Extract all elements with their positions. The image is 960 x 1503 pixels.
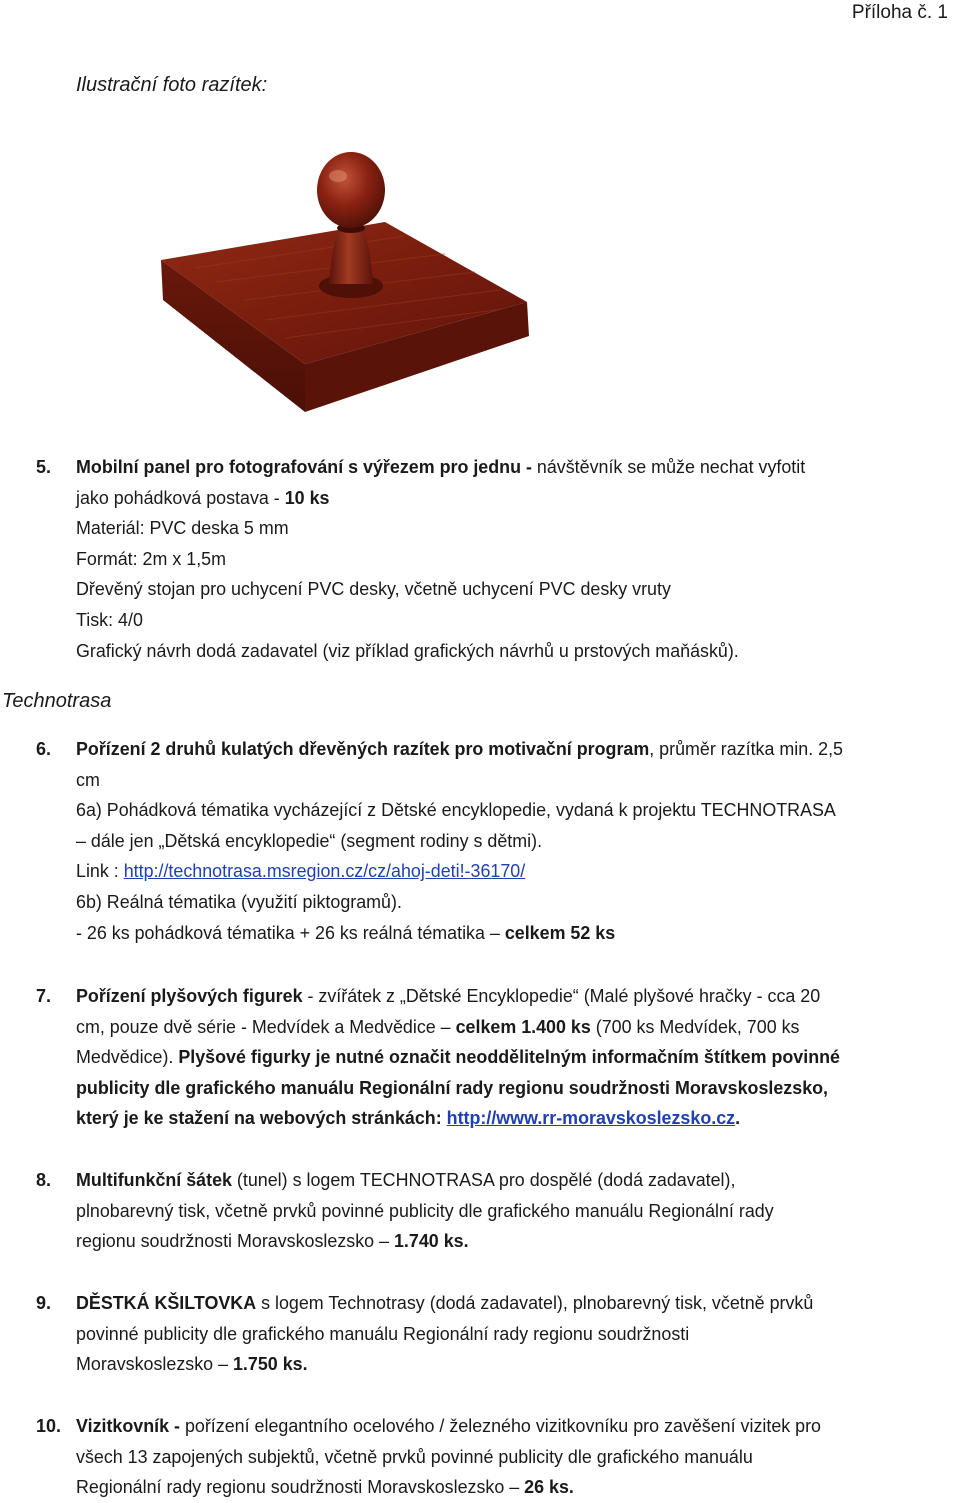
subitem-6b: 6b) Reálná tématika (využití piktogramů).	[76, 891, 402, 912]
item-number: 7.	[36, 986, 52, 1006]
photo-caption: Ilustrační foto razítek:	[76, 74, 268, 96]
item-title: DĚSTKÁ KŠILTOVKA	[76, 1293, 257, 1313]
item-text: návštěvník se může nechat vyfotit	[531, 457, 806, 477]
item-text: jako pohádková postava -	[76, 487, 285, 508]
item-6	[36, 734, 960, 948]
item-text: Regionální rady regionu soudržnosti Moravskoslezsko –	[76, 1477, 525, 1498]
item-title: Mobilní panel pro fotografování s výřezem pro jednu -	[76, 457, 532, 477]
item-number: 9.	[36, 1293, 52, 1313]
item-text: , průměr razítka min. 2,5	[649, 739, 844, 759]
item-title: Pořízení 2 druhů kulatých dřevěných razítek pro motivační program	[76, 739, 650, 759]
item-note: Plyšové figurky je nutné označit neoddělitelným informačním štítkem povinné	[178, 1047, 840, 1068]
item-text: cm, pouze dvě série - Medvídek a Medvědice –	[76, 1016, 456, 1037]
item-quantity: 1.750 ks.	[232, 1354, 308, 1375]
item-10	[36, 1411, 960, 1503]
rr-moravskoslezsko-link[interactable]: http://www.rr-moravskoslezsko.cz	[446, 1108, 736, 1129]
item-title: Multifunkční šátek	[76, 1170, 232, 1190]
annex-label: Příloha č. 1	[851, 2, 948, 23]
item-title: Vizitkovník -	[76, 1416, 180, 1436]
item-text: Moravskoslezsko –	[76, 1354, 233, 1375]
item-note: .	[735, 1108, 741, 1129]
item-text: - 26 ks pohádková tématika + 26 ks reálná tématika –	[76, 922, 505, 943]
item-quantity: 10 ks	[284, 487, 330, 508]
design-line: Grafický návrh dodá zadavatel (viz příklad grafických návrhů u prstových maňásků).	[76, 640, 739, 661]
format-line: Formát: 2m x 1,5m	[76, 548, 227, 569]
item-quantity: 1.740 ks.	[393, 1231, 469, 1252]
subitem-6a: 6a) Pohádková tématika vycházející z Dětské encyklopedie, vydaná k projektu TECHNOTRASA	[76, 800, 836, 821]
material-line: Materiál: PVC deska 5 mm	[76, 518, 289, 539]
item-text: pořízení elegantního ocelového / železného vizitkovníku pro zavěšení vizitek pro	[179, 1416, 822, 1436]
technotrasa-link[interactable]: http://technotrasa.msregion.cz/cz/ahoj-deti!-36170/	[123, 861, 526, 882]
item-number: 6.	[36, 739, 52, 759]
item-8	[36, 1165, 960, 1257]
item-number: 10.	[36, 1416, 62, 1436]
wooden-stamp-photo	[155, 150, 535, 420]
item-text: plnobarevný tisk, včetně prvků povinné publicity dle grafického manuálu Regionální rady	[76, 1200, 774, 1221]
item-text: regionu soudržnosti Moravskoslezsko –	[76, 1231, 394, 1252]
stand-line: Dřevěný stojan pro uchycení PVC desky, včetně uchycení PVC desky vruty	[76, 579, 671, 600]
link-label: Link :	[76, 861, 124, 882]
item-quantity: 26 ks.	[524, 1477, 574, 1498]
item-number: 5.	[36, 457, 52, 477]
item-text: povinné publicity dle grafického manuálu Regionální rady regionu soudržnosti	[76, 1323, 690, 1344]
item-note: publicity dle grafického manuálu Regionální rady regionu soudržnosti Moravskoslezsko,	[76, 1077, 829, 1098]
item-9	[36, 1288, 960, 1380]
item-text: všech 13 zapojených subjektů, včetně prvků povinné publicity dle grafického manuálu	[76, 1446, 753, 1467]
item-note: který je ke stažení na webových stránkách:	[76, 1108, 447, 1129]
item-7	[36, 981, 960, 1134]
item-text: s logem Technotrasy (dodá zadavatel), plnobarevný tisk, včetně prvků	[256, 1293, 814, 1313]
item-quantity: celkem 52 ks	[504, 922, 616, 943]
item-text: - zvířátek z „Dětské Encyklopedie“ (Malé plyšové hračky - cca 20	[302, 986, 821, 1006]
item-text: cm	[76, 769, 100, 790]
item-title: Pořízení plyšových figurek	[76, 986, 303, 1006]
item-text: Medvědice).	[76, 1047, 179, 1068]
item-number: 8.	[36, 1170, 52, 1190]
item-text: (700 ks Medvídek, 700 ks	[590, 1016, 800, 1037]
subitem-6a-cont: – dále jen „Dětská encyklopedie“ (segment rodiny s dětmi).	[76, 830, 543, 851]
item-quantity: celkem 1.400 ks	[455, 1016, 591, 1037]
print-line: Tisk: 4/0	[76, 609, 143, 630]
item-5	[36, 452, 960, 666]
technotrasa-label: Technotrasa	[2, 690, 112, 712]
item-text: (tunel) s logem TECHNOTRASA pro dospělé (dodá zadavatel),	[231, 1170, 736, 1190]
